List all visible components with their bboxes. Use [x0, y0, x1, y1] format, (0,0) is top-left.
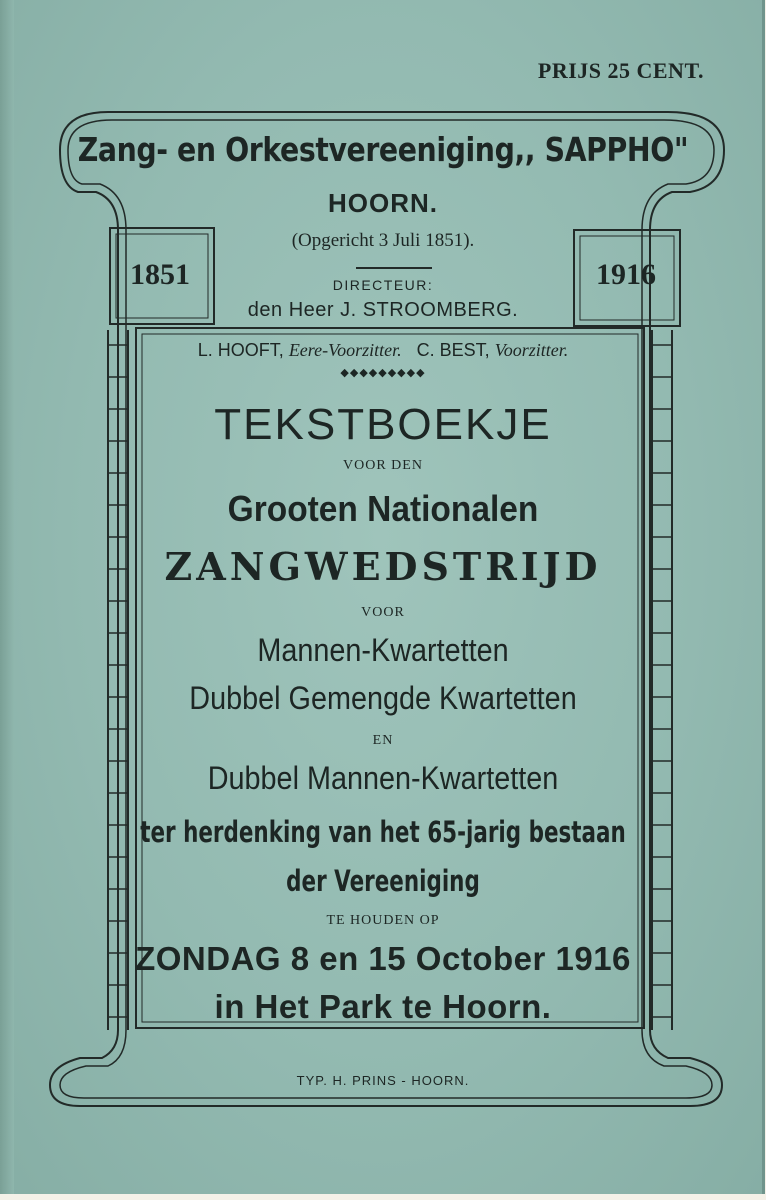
- commemoration-line-1: ter herdenking van het 65-jarig bestaan: [140, 815, 626, 849]
- event-date: ZONDAG 8 en 15 October 1916: [135, 940, 631, 977]
- board-name-1: L. HOOFT,: [197, 340, 284, 360]
- founded-date: (Opgericht 3 Juli 1851).: [291, 230, 475, 251]
- director-name: den Heer J. STROOMBERG.: [247, 299, 519, 321]
- voor-den-label: VOOR DEN: [343, 458, 423, 473]
- board-name-2: C. BEST,: [416, 340, 490, 360]
- price-label: PRIJS 25 CENT.: [537, 58, 704, 83]
- category-2: Dubbel Gemengde Kwartetten: [189, 680, 577, 716]
- commemoration-line-2: der Vereeniging: [286, 864, 480, 898]
- board-members: [0, 340, 766, 361]
- event-line-1: Grooten Nationalen: [227, 488, 539, 529]
- category-1: Mannen-Kwartetten: [257, 632, 509, 668]
- society-name: Zang- en Orkestvereeniging,, SAPPHO": [77, 130, 689, 169]
- board-role-1: Eere-Voorzitter.: [288, 340, 402, 360]
- director-label: DIRECTEUR:: [332, 277, 434, 293]
- year-event: 1916: [596, 258, 656, 291]
- ornament-divider: ◆◆◆◆◆◆◆◆◆: [340, 367, 426, 379]
- city-name: HOORN.: [328, 188, 438, 218]
- booklet-title: TEKSTBOEKJE: [214, 400, 552, 449]
- voor-label: VOOR: [361, 605, 405, 620]
- en-label: EN: [372, 733, 394, 748]
- event-place: in Het Park te Hoorn.: [214, 988, 552, 1025]
- printer-credit: TYP. H. PRINS - HOORN.: [296, 1073, 470, 1088]
- category-3: Dubbel Mannen-Kwartetten: [207, 760, 559, 796]
- te-houden-label: TE HOUDEN OP: [326, 913, 440, 928]
- board-role-2: Voorzitter.: [494, 340, 569, 360]
- event-line-2: ZANGWEDSTRIJD: [164, 544, 602, 589]
- year-founded: 1851: [130, 258, 190, 291]
